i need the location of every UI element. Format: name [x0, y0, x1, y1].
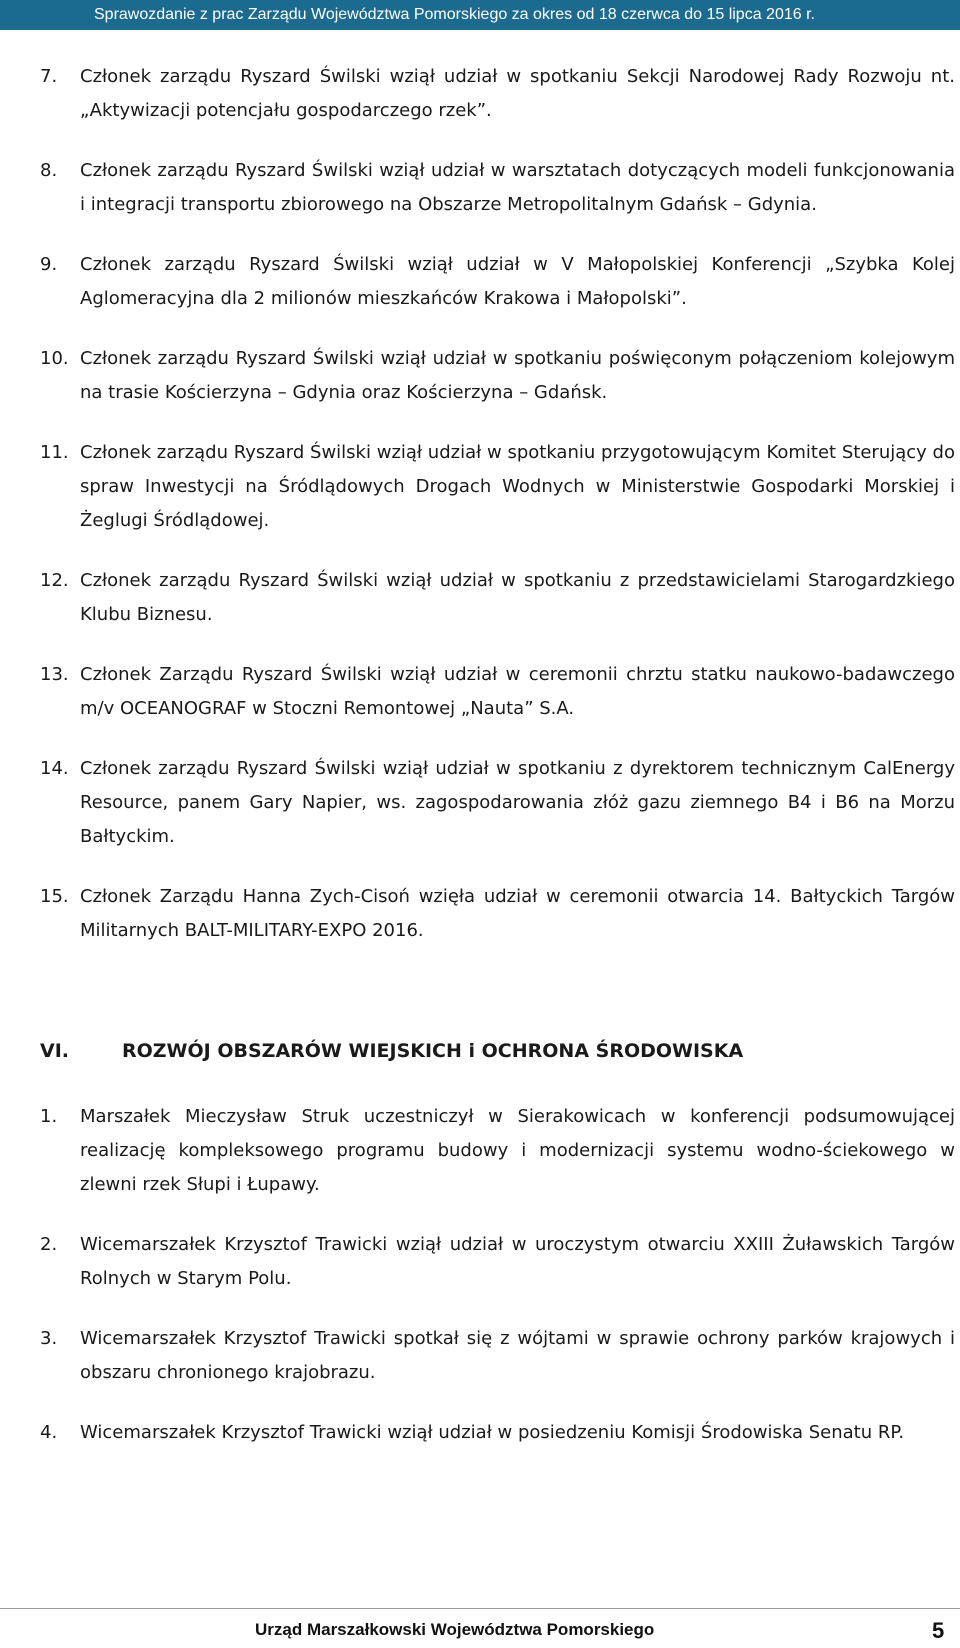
item-number: 15. [40, 886, 69, 907]
item-text: Marszałek Mieczysław Struk uczestniczył w Sierakowicach w konferencji podsumowującej realizację kompleksowego programu budowy i modernizacji systemu wodno-ściekowego w zlewni rzek Słupi i Łupawy. [80, 1106, 955, 1195]
item-text: Członek Zarządu Hanna Zych-Cisoń wzięła udział w ceremonii otwarcia 14. Bałtyckich Targów Militarnych BALT-MILITARY-EXPO 2016. [80, 886, 955, 941]
item-number: 7. [40, 66, 58, 87]
item-text: Członek zarządu Ryszard Świlski wziął udział w warsztatach dotyczących modeli funkcjonowania i integracji transportu zbiorowego na Obszarze Metropolitalnym Gdańsk – Gdynia. [80, 160, 955, 215]
item-number: 9. [40, 254, 58, 275]
item-number: 1. [40, 1106, 58, 1127]
item-number: 13. [40, 664, 69, 685]
item-number: 4. [40, 1422, 58, 1443]
page-number: 5 [932, 1618, 945, 1643]
item-text: Wicemarszałek Krzysztof Trawicki spotkał się z wójtami w sprawie ochrony parków krajowych i obszaru chronionego krajobrazu. [80, 1328, 955, 1383]
item-number: 11. [40, 442, 69, 463]
item-text: Członek zarządu Ryszard Świlski wziął udział w spotkaniu Sekcji Narodowej Rady Rozwoju nt. „Aktywizacji potencjału gospodarczego rzek”. [80, 66, 955, 121]
item-text: Członek zarządu Ryszard Świlski wziął udział w V Małopolskiej Konferencji „Szybka Kolej Aglomeracyjna dla 2 milionów mieszkańców Krakowa i Małopolski”. [80, 254, 955, 309]
item-text: Wicemarszałek Krzysztof Trawicki wziął udział w uroczystym otwarciu XXIII Żuławskich Targów Rolnych w Starym Polu. [80, 1234, 955, 1289]
item-number: 14. [40, 758, 69, 779]
list-item [40, 60, 955, 128]
list-item [40, 1416, 955, 1450]
item-number: 8. [40, 160, 58, 181]
list-item [40, 248, 955, 316]
item-text: Członek zarządu Ryszard Świlski wziął udział w spotkaniu poświęconym połączeniom kolejowym na trasie Kościerzyna – Gdynia oraz Kościerzyna – Gdańsk. [80, 348, 955, 403]
item-number: 2. [40, 1234, 58, 1255]
list-item [40, 564, 955, 632]
footer-divider [0, 1608, 960, 1609]
section-title: ROZWÓJ OBSZARÓW WIEJSKICH i OCHRONA ŚRODOWISKA [122, 1040, 744, 1062]
item-number: 12. [40, 570, 69, 591]
page-header [0, 0, 960, 30]
list-item [40, 154, 955, 222]
item-number: 10. [40, 348, 69, 369]
item-text: Członek zarządu Ryszard Świlski wziął udział w spotkaniu przygotowującym Komitet Sterujący do spraw Inwestycji na Śródlądowych Drogach Wodnych w Ministerstwie Gospodarki Morskiej i Żeglugi Śródlądowej. [80, 442, 955, 531]
list-item [40, 658, 955, 726]
list-item [40, 1322, 955, 1390]
list-item [40, 436, 955, 538]
activity-list-b [40, 1100, 955, 1450]
list-item [40, 752, 955, 854]
list-item [40, 1228, 955, 1296]
activity-list-a [40, 60, 955, 948]
list-item [40, 342, 955, 410]
list-item [40, 1100, 955, 1202]
item-text: Członek zarządu Ryszard Świlski wziął udział w spotkaniu z przedstawicielami Starogardzkiego Klubu Biznesu. [80, 570, 955, 625]
item-text: Członek zarządu Ryszard Świlski wziął udział w spotkaniu z dyrektorem technicznym CalEnergy Resource, panem Gary Napier, ws. zagospodarowania złóż gazu ziemnego B4 i B6 na Morzu Bałtyckim. [80, 758, 955, 847]
item-number: 3. [40, 1328, 58, 1349]
item-text: Członek Zarządu Ryszard Świlski wziął udział w ceremonii chrztu statku naukowo-badawczego m/v OCEANOGRAF w Stoczni Remontowej „Nauta” S.A. [80, 664, 955, 719]
item-text: Wicemarszałek Krzysztof Trawicki wziął udział w posiedzeniu Komisji Środowiska Senatu RP. [80, 1422, 905, 1443]
footer-institution: Urząd Marszałkowski Województwa Pomorskiego [255, 1620, 655, 1639]
header-title: Sprawozdanie z prac Zarządu Województwa Pomorskiego za okres od 18 czerwca do 15 lipca 2016 r. [94, 6, 815, 23]
list-item [40, 880, 955, 948]
section-number: VI. [40, 1040, 69, 1062]
